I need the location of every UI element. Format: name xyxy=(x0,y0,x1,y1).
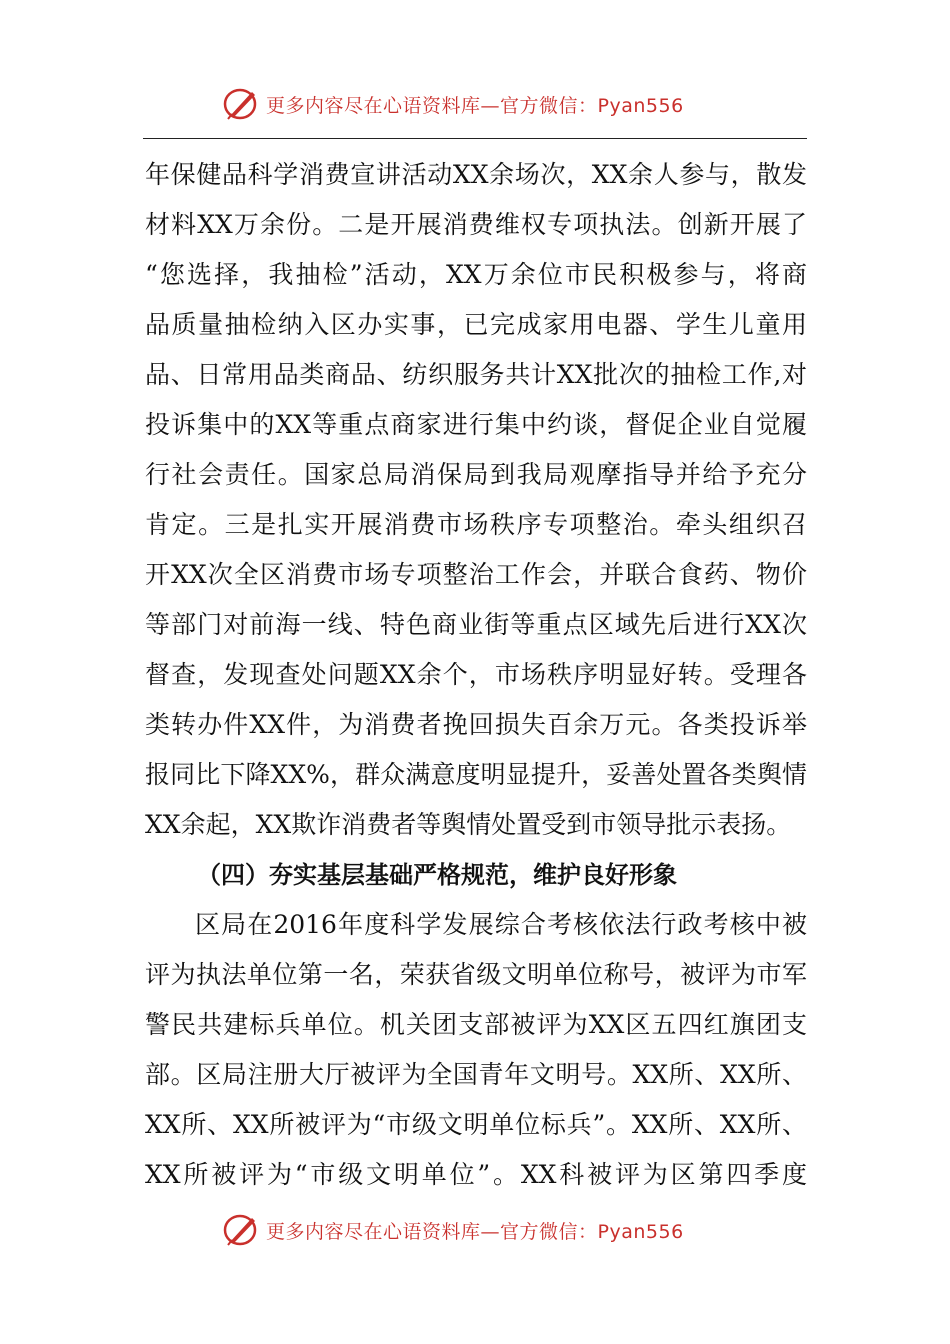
body-line: 投诉集中的XX等重点商家进行集中约谈，督促企业自觉履 xyxy=(145,410,807,439)
banner-text: 更多内容尽在心语资料库—官方微信：Pyan556 xyxy=(266,94,684,117)
body-line: 行社会责任。国家总局消保局到我局观摩指导并给予充分 xyxy=(145,460,807,489)
body-line: 开XX次全区消费市场专项整治工作会，并联合食药、物价 xyxy=(145,560,807,589)
section-line: 区局在2016年度科学发展综合考核依法行政考核中被 xyxy=(195,910,807,939)
body-line: 品、日常用品类商品、纺织服务共计XX批次的抽检工作,对 xyxy=(145,360,807,389)
section-line: 部。区局注册大厅被评为全国青年文明号。XX所、XX所、 xyxy=(145,1060,807,1089)
body-line: XX余起，XX欺诈消费者等舆情处置受到市领导批示表扬。 xyxy=(145,810,792,839)
quill-pen-logo-icon xyxy=(222,86,262,122)
section-heading: （四）夯实基层基础严格规范，维护良好形象 xyxy=(197,861,677,889)
body-line: 肯定。三是扎实开展消费市场秩序专项整治。牵头组织召 xyxy=(145,510,807,539)
header-divider xyxy=(143,138,807,139)
body-line: “您选择，我抽检”活动，XX万余位市民积极参与，将商 xyxy=(145,260,807,289)
body-line: 材料XX万余份。二是开展消费维权专项执法。创新开展了 xyxy=(145,210,807,239)
section-line: 评为执法单位第一名，荣获省级文明单位称号，被评为市军 xyxy=(145,960,807,989)
section-line: XX所、XX所被评为“市级文明单位标兵”。XX所、XX所、 xyxy=(145,1110,807,1139)
header-banner xyxy=(222,86,742,122)
body-line: 督查，发现查处问题XX余个，市场秩序明显好转。受理各 xyxy=(145,660,807,689)
body-line: 等部门对前海一线、特色商业街等重点区域先后进行XX次 xyxy=(145,610,807,639)
footer-banner xyxy=(222,1212,742,1248)
section-line: 警民共建标兵单位。机关团支部被评为XX区五四红旗团支 xyxy=(145,1010,807,1039)
document-body xyxy=(145,150,807,1200)
wechat-id: Pyan556 xyxy=(597,94,684,117)
body-line: 报同比下降XX%，群众满意度明显提升，妥善处置各类舆情 xyxy=(145,760,807,789)
banner-text: 更多内容尽在心语资料库—官方微信：Pyan556 xyxy=(266,1220,684,1243)
section-line: XX所被评为“市级文明单位”。XX科被评为区第四季度 xyxy=(145,1160,807,1189)
body-line: 类转办件XX件，为消费者挽回损失百余万元。各类投诉举 xyxy=(145,710,807,739)
wechat-id: Pyan556 xyxy=(597,1220,684,1243)
body-line: 品质量抽检纳入区办实事，已完成家用电器、学生儿童用 xyxy=(145,310,807,339)
body-line: 年保健品科学消费宣讲活动XX余场次，XX余人参与，散发 xyxy=(145,160,807,189)
quill-pen-logo-icon xyxy=(222,1212,262,1248)
